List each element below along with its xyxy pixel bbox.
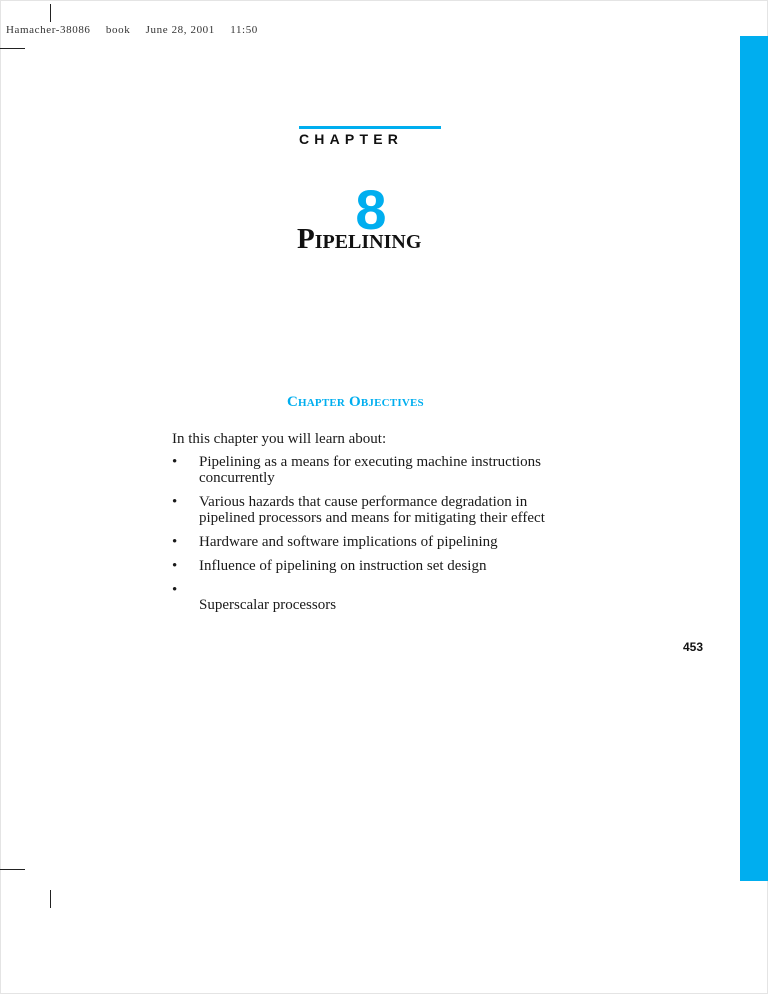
header-author-code: Hamacher-38086 (6, 24, 91, 36)
bullet: • (172, 582, 178, 598)
list-item (172, 494, 572, 526)
objectives-trailing-item: Superscalar processors (199, 597, 337, 613)
list-item-text: Pipelining as a means for executing machine instructions concurrently (199, 454, 541, 486)
list-item (172, 558, 572, 574)
objectives-list (172, 454, 572, 598)
chapter-side-tab (740, 36, 768, 881)
bullet: • (172, 454, 178, 470)
list-item (172, 454, 572, 486)
list-item (172, 534, 572, 550)
header-time: 11:50 (230, 24, 258, 36)
crop-mark-bottom-horizontal (0, 869, 25, 870)
list-item-text: Hardware and software implications of pipelining (199, 534, 498, 550)
header-date: June 28, 2001 (145, 24, 215, 36)
list-item-text: Influence of pipelining on instruction set design (199, 558, 487, 574)
bullet: • (172, 494, 178, 510)
list-item-text: Various hazards that cause performance degradation in pipelined processors and means for mitigating their effect (199, 494, 545, 526)
bullet: • (172, 558, 178, 574)
chapter-number: 8 (355, 178, 387, 241)
chapter-title: Pipelining (297, 223, 422, 255)
chapter-label: CHAPTER (299, 131, 404, 147)
bullet: • (172, 534, 178, 550)
chapter-rule (299, 126, 441, 129)
objectives-heading: Chapter Objectives (287, 394, 424, 410)
objectives-intro: In this chapter you will learn about: (172, 431, 387, 447)
crop-mark-top-vertical (50, 4, 51, 22)
list-item (172, 582, 572, 598)
crop-mark-top-horizontal (0, 48, 25, 49)
crop-mark-bottom-vertical (50, 890, 51, 908)
print-header (6, 24, 270, 36)
page-number: 453 (683, 640, 704, 654)
header-kind: book (105, 24, 131, 36)
